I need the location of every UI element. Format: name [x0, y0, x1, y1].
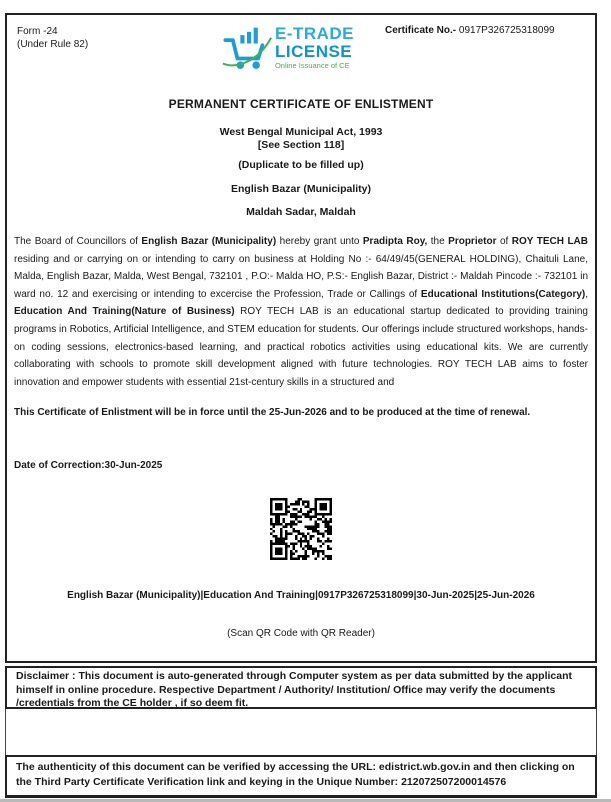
certificate-number-value: 0917P326725318099 [458, 25, 555, 36]
duplicate-note: (Duplicate to be filled up) [238, 159, 364, 171]
form-number: Form -24 [17, 26, 58, 37]
logo-text [275, 25, 354, 70]
disclaimer-text: Disclaimer : This document is auto-generated through Computer system as per data submitted by the applicant himself in online procedure. Respective Department / Authority/ Institution/ Office may verify the documents /credentials from the CE holder , if so deem fit. [16, 670, 573, 709]
form-info [17, 25, 167, 51]
certificate-number-label: Certificate No.- [385, 25, 457, 36]
logo-word-license: LICENSE [274, 42, 353, 61]
authenticity-box [5, 755, 597, 798]
disclaimer-box [5, 666, 597, 709]
municipality-name: English Bazar (Municipality) [230, 183, 372, 195]
municipality-location: Maldah Sadar, Maldah [246, 206, 356, 218]
qr-code-wrap [7, 498, 595, 565]
qr-code [270, 498, 332, 560]
authenticity-text: The authenticity of this document can be verified by accessing the URL: edistrict.wb.gov.in and then clicking on the Third Party Certificate Verification link and keying in the Unique Number: 212072507200014576 [16, 761, 575, 788]
form-rule: (Under Rule 82) [17, 39, 89, 50]
logo-tagline: Online Issuance of CE [274, 61, 350, 70]
empty-footer-box [5, 709, 597, 755]
grant-paragraph: The Board of Councillors of English Bazar (Municipality) hereby grant unto Pradipta Roy, the Proprietor of ROY TECH LAB residing and or carrying on or intending to carry on business at Holding No :- 64/49/45(GENERAL HOLDING), Chaituli Lane, Malda, English Bazar, Malda, West Bengal, 732101 , P.O:- Malda HO, P.S:- English Bazar, District :- Maldah Pincode :- 732101 in ward no. 12 and exercising or intending to excercise the Profession, Trade or Callings of Educational Institutions(Category), Education And Training(Nature of Business) ROY TECH LAB is an educational startup dedicated to providing training programs in Robotics, Artificial Intelligence, and STEM education for students. Our offerings include structured workshops, hands-on coding sessions, electronics-based learning, and practical robotics activities using educational kits. We are currently collaborating with schools to promote skill development aligned with future technologies. ROY TECH LAB aims to foster innovation and empower students with essential 21st-century skills in a structured and [14, 236, 589, 388]
act-reference [7, 126, 595, 152]
act-name: West Bengal Municipal Act, 1993 [219, 126, 383, 138]
shopping-cart-chart-icon [222, 25, 272, 82]
logo-word-etrade: E-TRADE [274, 24, 355, 43]
date-of-correction: Date of Correction:30-Jun-2025 [14, 460, 163, 472]
qr-data-string: English Bazar (Municipality)|Education And Training|0917P326725318099|30-Jun-2025|25-Jun-2026 [67, 590, 535, 602]
certificate-number [385, 25, 585, 36]
etrade-license-logo [222, 25, 354, 82]
act-section: [See Section 118] [257, 139, 345, 151]
qr-scan-hint: (Scan QR Code with QR Reader) [227, 628, 375, 640]
certificate-header [7, 15, 595, 81]
document-title: PERMANENT CERTIFICATE OF ENLISTMENT [168, 97, 434, 111]
validity-statement: This Certificate of Enlistment will be in force until the 25-Jun-2026 and to be produced at the time of renewal. [14, 407, 531, 419]
certificate-main-box [5, 13, 597, 663]
